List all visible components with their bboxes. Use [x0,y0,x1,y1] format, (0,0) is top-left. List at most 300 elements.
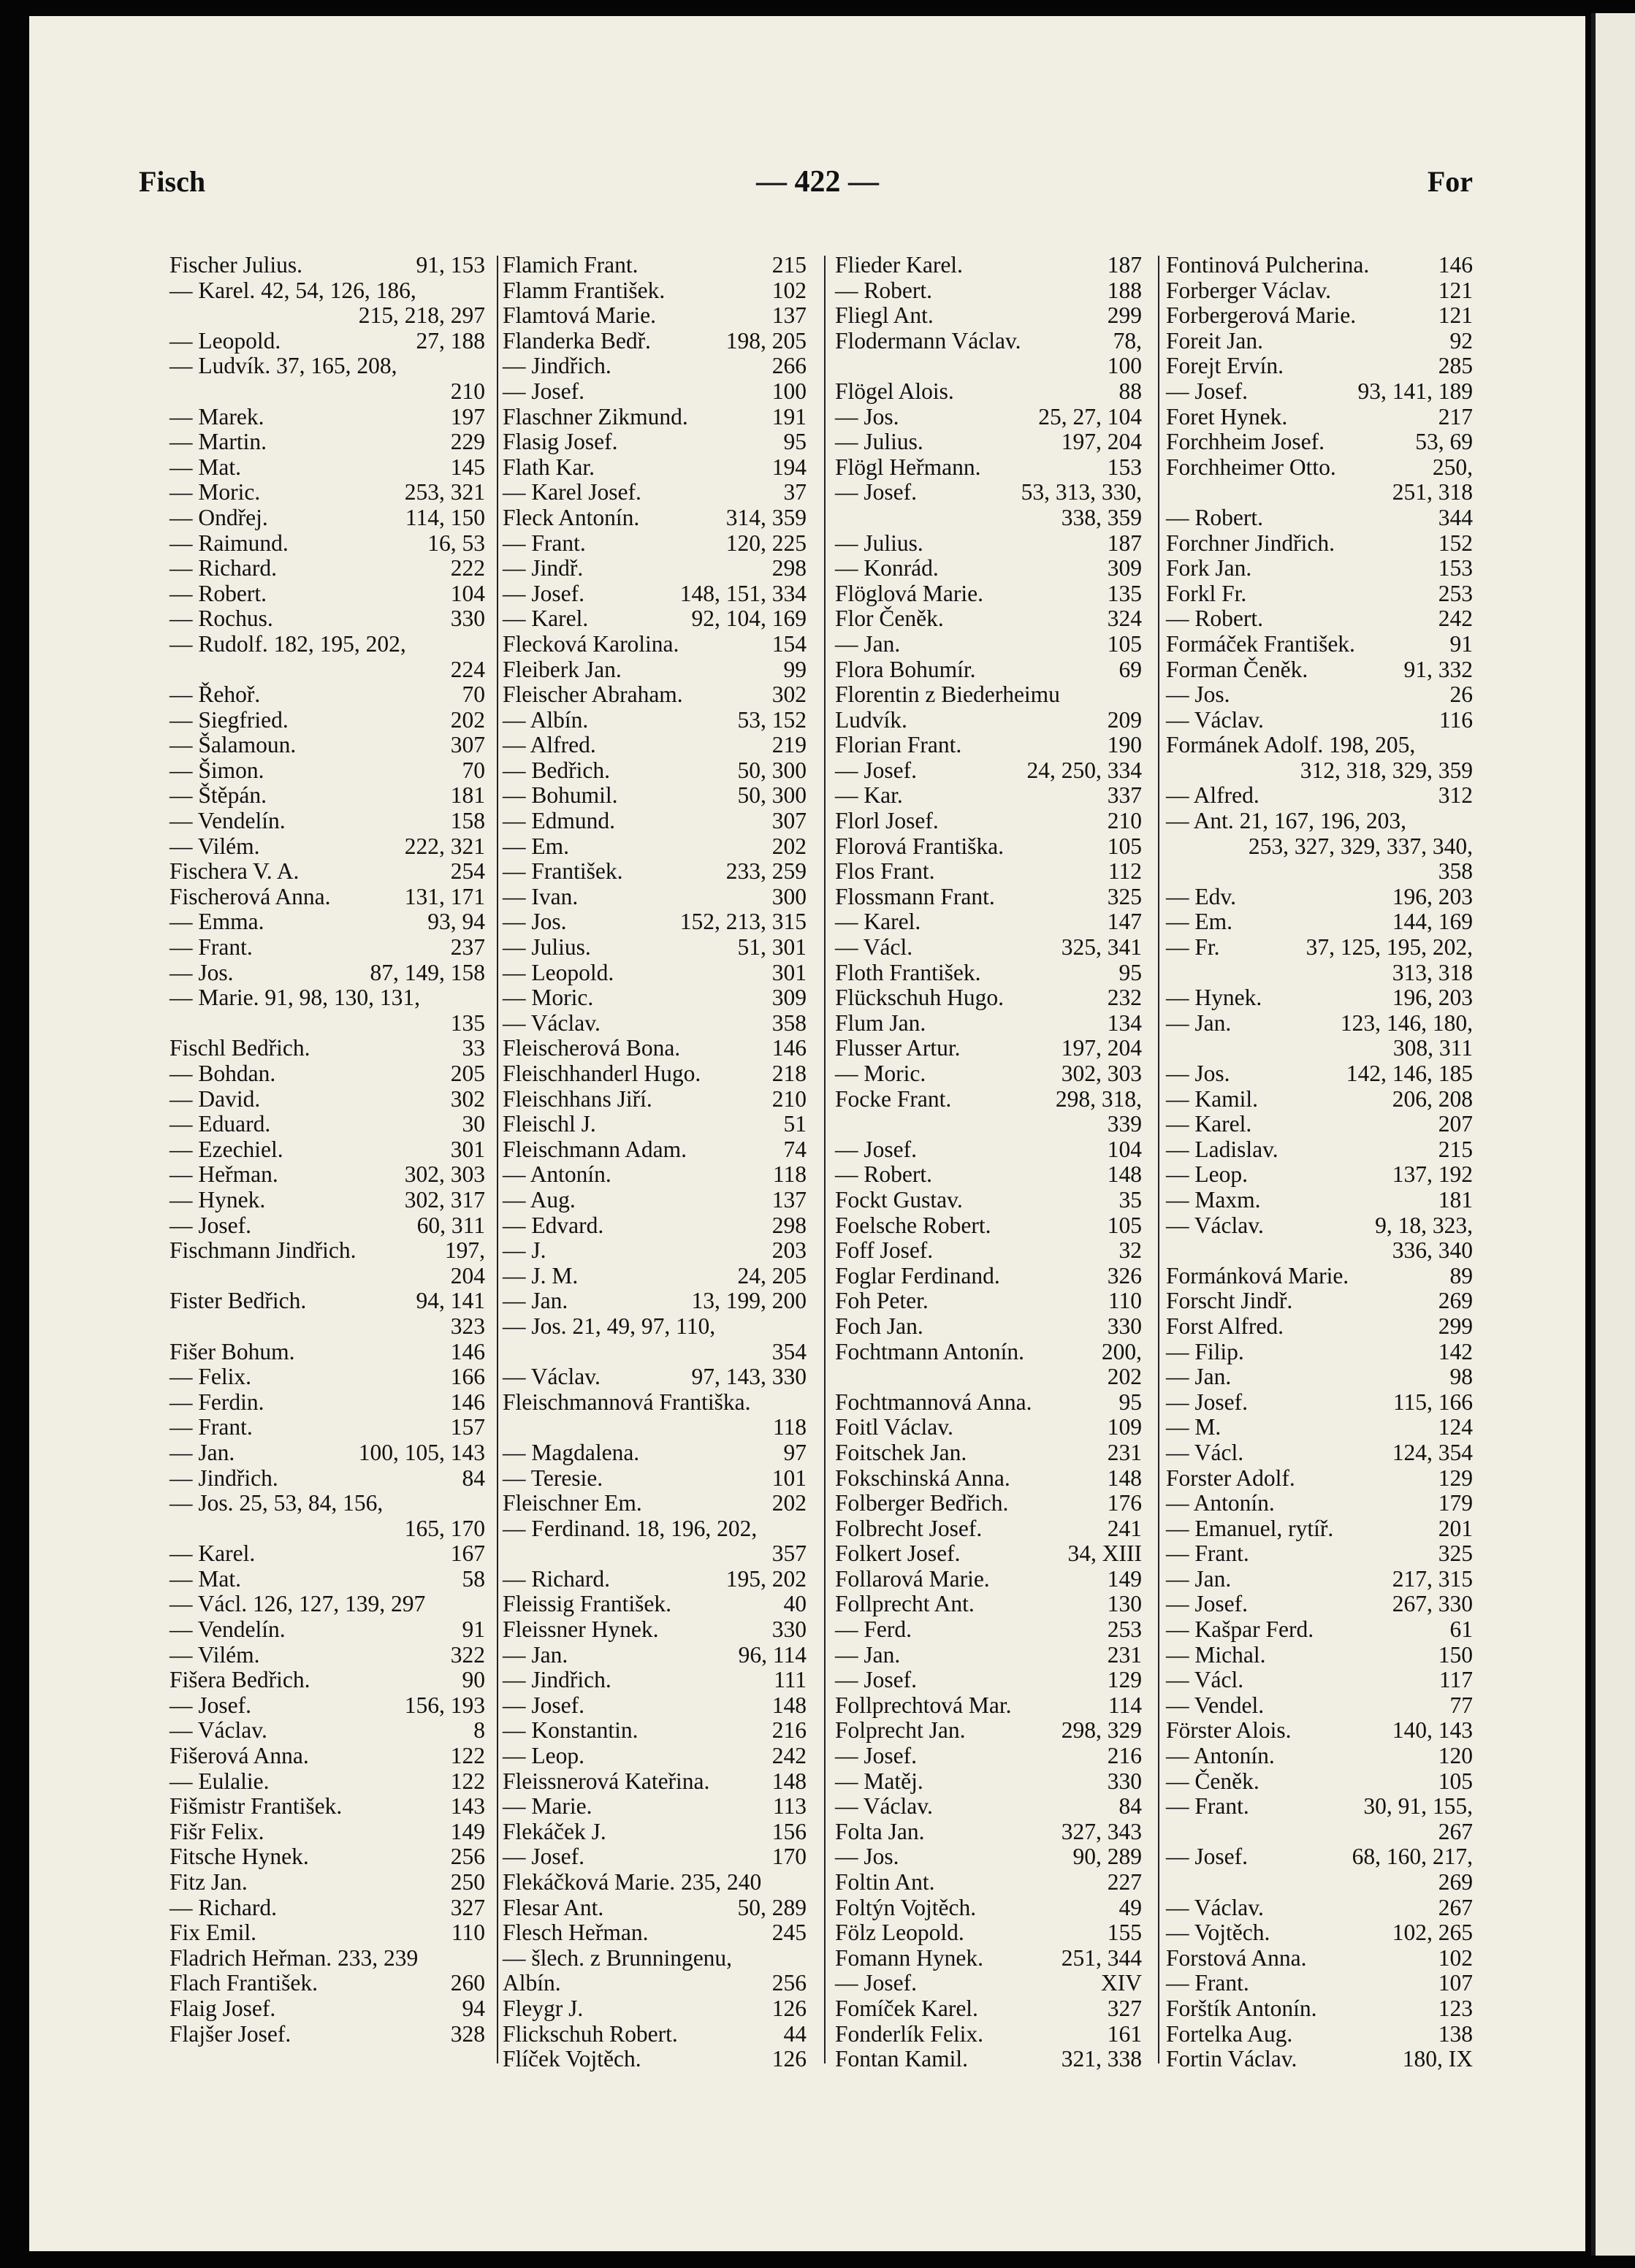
entry-name: Flamtová Marie. [503,302,656,329]
entry-name: Forst Alfred. [1166,1313,1284,1339]
entry-name: — Leop. [1166,1161,1248,1188]
entry-name: Floth František. [835,959,981,985]
entry-name: Foitschek Jan. [835,1439,967,1465]
entry-pages: 204 [450,1262,485,1288]
entry-name: Fochtmannová Anna. [835,1389,1032,1415]
entry-pages: 321, 338 [1061,2046,1142,2072]
index-entry [1166,455,1473,481]
entry-name: Flückschuh Hugo. [835,985,1004,1011]
index-entry [169,1188,485,1213]
index-column-1 [169,253,485,2047]
entry-name: — Josef. [503,580,584,606]
entry-pages: 227 [1107,1869,1142,1895]
index-entry [1166,1744,1473,1769]
index-entry [503,1340,807,1365]
entry-pages: 179 [1438,1490,1473,1516]
entry-name: Flamich Frant. [503,252,639,278]
entry-pages: 196, 203 [1392,985,1473,1011]
entry-pages: 165, 170 [404,1515,485,1541]
entry-pages: 61 [1449,1616,1473,1643]
entry-pages: 147 [1107,909,1142,935]
index-entry [503,961,807,986]
index-entry [835,1693,1142,1719]
index-entry [169,1820,485,1845]
entry-pages: 219 [771,732,807,758]
entry-pages: 53, 152 [737,706,807,733]
entry-pages: 339 [1107,1111,1142,1137]
entry-pages: 156, 193 [404,1692,485,1718]
index-entry [835,455,1142,481]
entry-pages: 253, 327, 329, 337, 340, [1248,833,1473,859]
index-entry [835,1011,1142,1036]
entry-name: — Edv. [1166,883,1236,909]
entry-name: — Václ. 126, 127, 139, 297 [169,1591,426,1617]
index-entry [835,1137,1142,1163]
entry-name: Fišr Felix. [169,1818,264,1844]
index-entry [169,1769,485,1795]
index-entry [835,531,1142,557]
entry-pages: 32 [1118,1237,1142,1264]
entry-name: — Štěpán. [169,782,267,809]
entry-pages: 312 [1438,782,1473,809]
entry-name: Folbrecht Josef. [835,1515,983,1541]
index-column-3 [835,253,1142,2072]
entry-name: — Karel. [835,909,921,935]
index-entry [1166,581,1473,607]
entry-name: — Jindřich. [503,1667,611,1693]
entry-name: — Karel. [1166,1111,1252,1137]
entry-pages: 197, 204 [1061,429,1142,455]
entry-pages: 285 [1438,353,1473,379]
index-entry [835,809,1142,834]
entry-pages: 222 [450,555,485,581]
index-entry [169,581,485,607]
index-entry [1166,1820,1473,1845]
entry-name: — Leopold. [503,959,614,985]
index-entry [503,1567,807,1592]
index-entry [169,834,485,860]
index-entry [1166,1415,1473,1440]
entry-name: Florl Josef. [835,808,939,834]
index-entry [503,1087,807,1112]
index-entry [835,758,1142,784]
entry-name: — Jos. [835,1844,899,1870]
entry-pages: 143 [450,1793,485,1820]
entry-name: — Marie. 91, 98, 130, 131, [169,985,420,1011]
index-entry [169,1087,485,1112]
entry-name: Follprecht Ant. [835,1591,975,1617]
entry-pages: 9, 18, 323, [1375,1212,1473,1238]
entry-pages: 251, 344 [1061,1944,1142,1971]
entry-name: — Karel. [169,1540,256,1567]
index-entry [1166,1340,1473,1365]
entry-pages: 206, 208 [1392,1085,1473,1112]
entry-name: Fleischl J. [503,1111,596,1137]
entry-name: Florentin z Biederheimu [835,681,1060,708]
index-entry [503,1112,807,1137]
index-entry [835,405,1142,430]
index-entry [169,783,485,809]
index-entry [1166,1996,1473,2022]
index-entry [503,1440,807,1466]
entry-pages: 161 [1107,2020,1142,2047]
index-entry [503,682,807,708]
entry-pages: 256 [450,1844,485,1870]
entry-pages: 309 [1107,555,1142,581]
index-entry [169,429,485,455]
entry-name: Forejt Ervín. [1166,353,1284,379]
entry-name: — Jan. [1166,1565,1232,1592]
entry-name: Fladrich Heřman. 233, 239 [169,1944,419,1971]
entry-name: — Vojtěch. [1166,1920,1270,1946]
entry-pages: XIV [1101,1970,1142,1996]
entry-name: — Robert. [835,277,932,303]
entry-name: — Edmund. [503,808,615,834]
index-entry [503,278,807,304]
entry-pages: 301 [450,1136,485,1162]
entry-name: — Filip. [1166,1338,1244,1364]
index-entry [169,1567,485,1592]
entry-name: Fleissner Hynek. [503,1616,659,1643]
index-entry [503,1011,807,1036]
index-entry [503,1516,807,1542]
entry-name: — Moric. [169,479,261,505]
entry-name: — J. M. [503,1262,579,1288]
entry-pages: 118 [772,1414,807,1440]
index-entry [835,253,1142,278]
index-entry [835,1541,1142,1567]
index-entry [835,1996,1142,2022]
index-entry [503,303,807,329]
entry-name: Fontan Kamil. [835,2046,968,2072]
index-entry [835,1820,1142,1845]
index-entry [169,1364,485,1390]
index-entry [835,354,1142,379]
entry-pages: 156 [771,1818,807,1844]
entry-pages: 24, 205 [737,1262,807,1288]
entry-pages: 126 [771,1995,807,2021]
index-entry [169,1440,485,1466]
entry-name: Flamm František. [503,277,666,303]
index-entry [503,1718,807,1744]
entry-pages: 308, 311 [1392,1035,1473,1061]
entry-pages: 196, 203 [1392,883,1473,909]
index-entry [503,909,807,935]
entry-name: Fleissnerová Kateřina. [503,1768,710,1794]
entry-name: — Robert. [1166,606,1263,632]
index-entry [503,1820,807,1845]
index-entry [169,1137,485,1163]
entry-pages: 68, 160, 217, [1352,1844,1473,1870]
entry-name: Flor Čeněk. [835,606,944,632]
index-entry [1166,1541,1473,1567]
entry-pages: 267 [1438,1894,1473,1920]
entry-name: — Jos. 21, 49, 97, 110, [503,1313,716,1339]
entry-pages: 242 [1438,606,1473,632]
entry-pages: 118 [772,1161,807,1188]
entry-name: Fitz Jan. [169,1869,248,1895]
entry-pages: 200, [1101,1338,1142,1364]
entry-name: Folta Jan. [835,1818,925,1844]
index-entry [503,632,807,657]
entry-pages: 107 [1438,1970,1473,1996]
index-entry [835,1844,1142,1870]
entry-pages: 328 [450,2020,485,2047]
index-entry [1166,1920,1473,1946]
entry-name: Flesch Heřman. [503,1920,649,1946]
entry-pages: 51, 301 [737,934,807,961]
index-entry [169,253,485,278]
index-entry [1166,1390,1473,1416]
entry-pages: 153 [1107,454,1142,480]
entry-name: Albín. [503,1970,561,1996]
entry-pages: 181 [1438,1186,1473,1213]
index-entry [1166,708,1473,733]
index-entry [169,1491,485,1516]
entry-name: — Josef. [1166,1591,1248,1617]
entry-pages: 222, 321 [404,833,485,859]
entry-pages: 110 [1108,1288,1142,1314]
index-entry [835,1946,1142,1971]
index-entry [503,2022,807,2047]
entry-pages: 167 [450,1540,485,1567]
index-entry [1166,1061,1473,1087]
index-entry [169,556,485,581]
index-entry [503,354,807,379]
entry-pages: 120, 225 [725,530,807,556]
entry-pages: 251, 318 [1392,479,1473,505]
entry-name: — David. [169,1085,261,1112]
entry-pages: 95 [783,429,807,455]
entry-pages: 336, 340 [1392,1237,1473,1264]
index-entry [169,1238,485,1264]
entry-name: Follarová Marie. [835,1565,990,1592]
entry-pages: 254 [450,858,485,885]
entry-pages: 155 [1107,1920,1142,1946]
index-entry [503,1592,807,1617]
entry-pages: 145 [450,454,485,480]
entry-pages: 105 [1438,1768,1473,1794]
index-entry [169,303,485,329]
index-entry [503,505,807,531]
entry-name: — Konstantin. [503,1717,639,1744]
entry-pages: 34, XIII [1067,1540,1142,1567]
entry-name: — Jan. [835,1641,901,1668]
index-entry [1166,1087,1473,1112]
index-entry [1166,1769,1473,1795]
entry-name: Fomann Hynek. [835,1944,983,1971]
entry-name: — Jindřich. [169,1465,278,1491]
entry-pages: 60, 311 [416,1212,485,1238]
entry-pages: 105 [1107,833,1142,859]
entry-name: — Vendelín. [169,1616,286,1643]
entry-pages: 327 [1107,1995,1142,2021]
index-entry [835,1415,1142,1440]
entry-name: Fišerová Anna. [169,1743,309,1769]
entry-name: Ludvík. [835,706,907,733]
entry-name: — Martin. [169,429,267,455]
entry-pages: 215 [771,252,807,278]
index-entry [835,1112,1142,1137]
index-entry [1166,1668,1473,1693]
index-entry [835,1643,1142,1668]
index-entry [169,1643,485,1668]
entry-pages: 266 [771,353,807,379]
entry-pages: 327 [450,1894,485,1920]
index-entry [169,1541,485,1567]
entry-name: Fišmistr František. [169,1793,343,1820]
entry-name: Folprecht Jan. [835,1717,966,1744]
entry-name: — Bohumil. [503,782,618,809]
entry-pages: 152, 213, 315 [679,909,807,935]
entry-name: — Rochus. [169,606,273,632]
entry-pages: 253 [1107,1616,1142,1643]
entry-name: Flekáčková Marie. 235, 240 [503,1869,762,1895]
index-entry [835,1668,1142,1693]
index-entry [1166,303,1473,329]
index-entry [169,531,485,557]
index-entry [835,1971,1142,1996]
entry-pages: 241 [1107,1515,1142,1541]
entry-pages: 197 [450,403,485,429]
entry-name: Fleischhans Jiří. [503,1085,652,1112]
index-entry [835,329,1142,354]
entry-name: — Michal. [1166,1641,1266,1668]
entry-pages: 325 [1438,1540,1473,1567]
entry-pages: 202 [1107,1364,1142,1390]
entry-pages: 357 [771,1540,807,1567]
entry-name: Foch Jan. [835,1313,923,1339]
index-entry [169,1061,485,1087]
entry-pages: 250 [450,1869,485,1895]
entry-name: — Jan. [835,630,901,657]
index-entry [169,1112,485,1137]
entry-pages: 194 [771,454,807,480]
entry-name: — Václ. [1166,1667,1244,1693]
index-entry [1166,1895,1473,1921]
entry-name: — Vilém. [169,1641,260,1668]
entry-name: — Václ. [1166,1439,1244,1465]
index-entry [835,1188,1142,1213]
index-entry [169,682,485,708]
entry-pages: 190 [1107,732,1142,758]
entry-pages: 131, 171 [404,883,485,909]
index-entry [835,909,1142,935]
entry-name: Fleischhanderl Hugo. [503,1061,701,1086]
index-entry [169,1794,485,1820]
entry-name: Flossmann Frant. [835,883,995,909]
index-entry [169,1340,485,1365]
index-entry [1166,1592,1473,1617]
entry-pages: 74 [783,1136,807,1162]
index-entry [169,1971,485,1996]
entry-name: Fix Emil. [169,1920,257,1946]
entry-pages: 51 [783,1111,807,1137]
index-entry [1166,1364,1473,1390]
entry-pages: 77 [1449,1692,1473,1718]
entry-name: — Josef. [835,757,917,783]
entry-pages: 78, [1113,327,1142,354]
entry-name: Flodermann Václav. [835,327,1021,354]
index-entry [503,329,807,354]
index-entry [1166,556,1473,581]
entry-pages: 187 [1107,530,1142,556]
entry-pages: 95 [1118,959,1142,985]
entry-pages: 312, 318, 329, 359 [1300,757,1473,783]
entry-pages: 98 [1449,1364,1473,1390]
entry-pages: 114 [1108,1692,1142,1718]
entry-pages: 91, 332 [1403,656,1473,682]
next-page-edge [1591,13,1635,2256]
entry-pages: 358 [771,1009,807,1036]
index-entry [1166,1567,1473,1592]
entry-name: Fišer Bohum. [169,1338,295,1364]
index-entry [169,1718,485,1744]
entry-pages: 253, 321 [404,479,485,505]
entry-pages: 140, 143 [1392,1717,1473,1744]
index-entry [503,1870,807,1895]
entry-name: — Čeněk. [1166,1768,1259,1794]
index-entry [1166,1314,1473,1340]
entry-pages: 122 [450,1768,485,1794]
entry-name: — Em. [503,833,569,859]
entry-pages: 93, 94 [427,909,485,935]
index-entry [835,632,1142,657]
entry-pages: 302 [771,681,807,708]
entry-name: Fölz Leopold. [835,1920,964,1946]
entry-pages: 84 [1118,1793,1142,1820]
index-entry [169,935,485,961]
entry-name: — Alfred. [503,732,596,758]
index-entry [835,505,1142,531]
entry-name: — Antonín. [1166,1743,1275,1769]
entry-name: — Robert. [169,580,267,606]
entry-name: — Josef. [835,479,917,505]
entry-name: Flögel Alois. [835,378,954,404]
entry-name: Forberger Václav. [1166,277,1331,303]
index-entry [1166,253,1473,278]
index-entry [169,1288,485,1314]
entry-pages: 146 [771,1035,807,1061]
index-entry [169,809,485,834]
entry-pages: 30, 91, 155, [1363,1793,1473,1820]
entry-pages: 50, 289 [737,1894,807,1920]
entry-pages: 90, 289 [1072,1844,1142,1870]
index-entry [835,1769,1142,1795]
entry-name: — Ivan. [503,883,579,909]
entry-name: — František. [503,858,623,885]
index-entry [169,455,485,481]
entry-pages: 203 [771,1237,807,1264]
entry-name: Fork Jan. [1166,555,1252,581]
entry-name: Fischl Bedřich. [169,1035,310,1061]
entry-name: — Václav. [835,1793,933,1820]
entry-name: Flusser Artur. [835,1035,961,1061]
index-entry [169,1744,485,1769]
index-entry [169,1314,485,1340]
entry-pages: 37, 125, 195, 202, [1306,934,1473,961]
entry-name: — Raimund. [169,530,289,556]
index-entry [503,1693,807,1719]
entry-name: — Václ. [835,934,913,961]
entry-name: — Em. [1166,909,1232,935]
index-entry [1166,1264,1473,1289]
entry-name: — Jan. [503,1641,568,1668]
index-entry [1166,480,1473,505]
entry-name: Foh Peter. [835,1288,929,1314]
entry-name: Flum Jan. [835,1009,926,1036]
entry-name: Formánková Marie. [1166,1262,1349,1288]
